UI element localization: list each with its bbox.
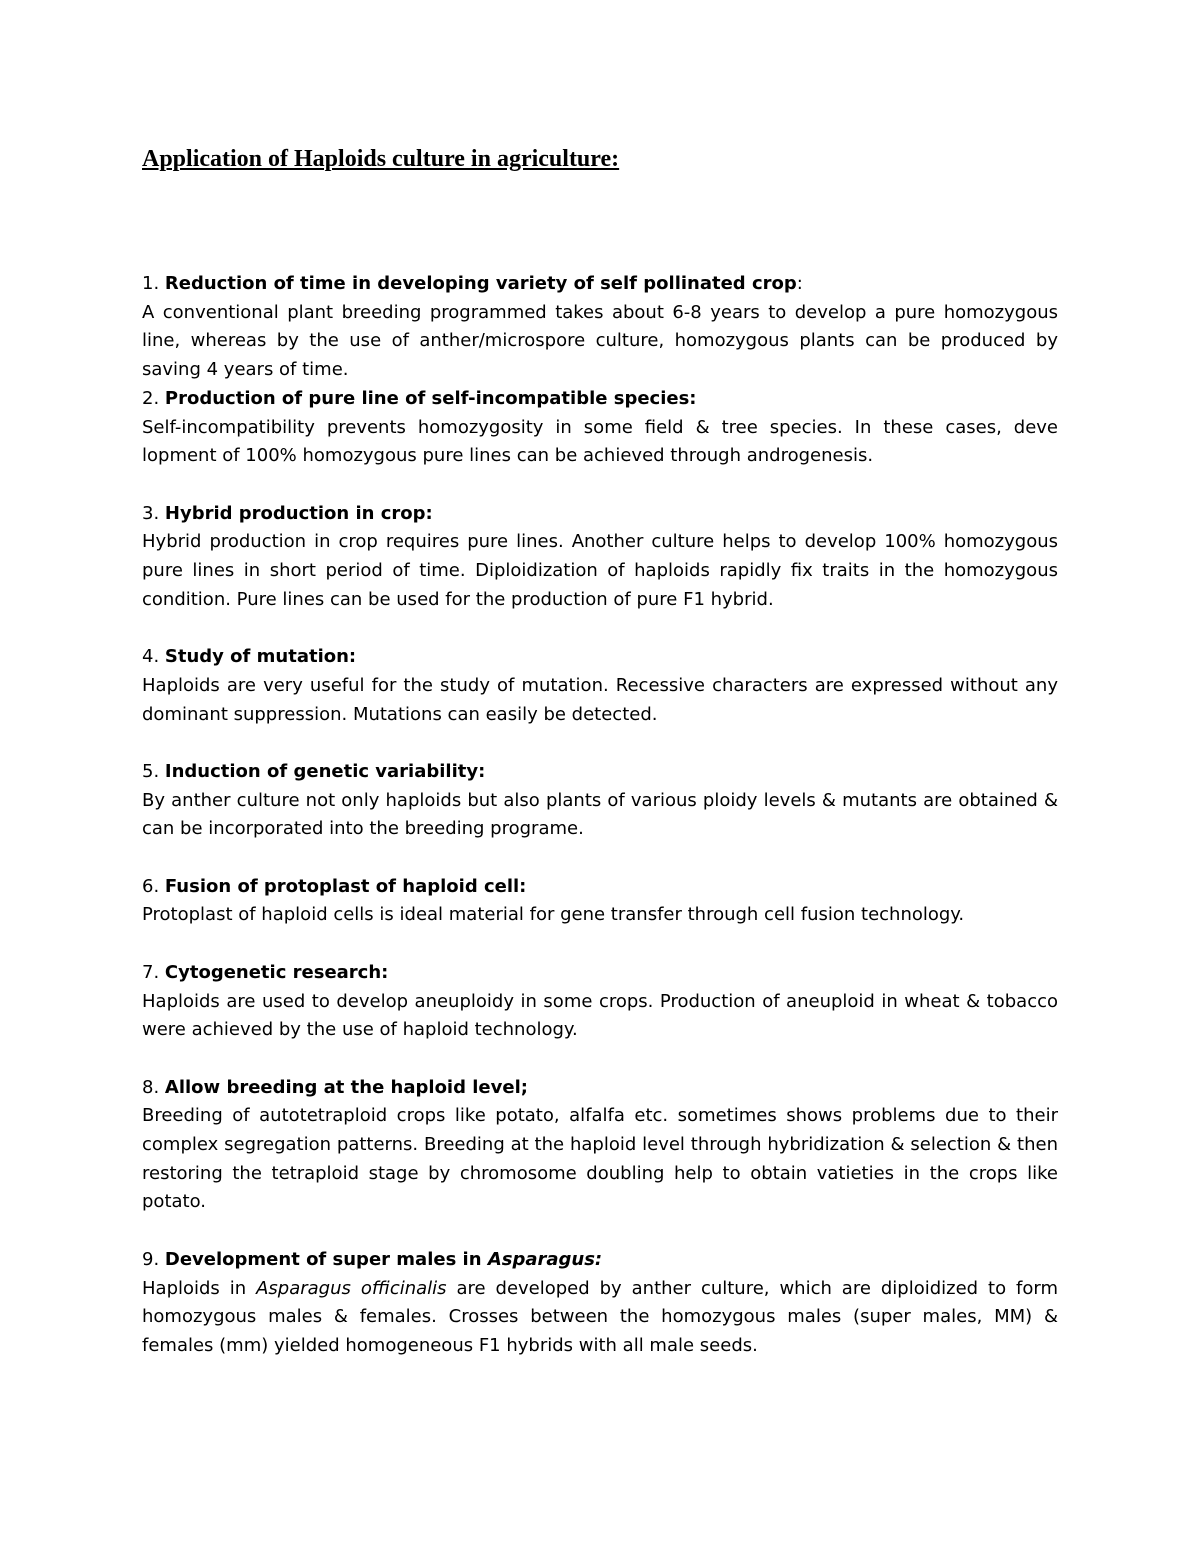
section-body: Breeding of autotetraploid crops like potato, alfalfa etc. sometimes shows problems due to their complex segregation patterns. Breeding at the haploid level through hybridization & selection & then restoring the tetraploid stage by chromosome doubling help to obtain vatieties in the crops like potato. — [142, 1105, 1058, 1213]
section-7 — [142, 959, 1058, 1045]
section-heading-text: Allow breeding at the haploid level; — [164, 1076, 528, 1098]
section-heading-text: Production of pure line of self-incompatible species: — [164, 387, 697, 409]
section-heading-text: Fusion of protoplast of haploid cell: — [164, 875, 527, 897]
section-body: A conventional plant breeding programmed takes about 6-8 years to develop a pure homozygous line, whereas by the use of anther/microspore culture, homozygous plants can be produced by saving 4 years of time. — [142, 301, 1058, 381]
section-number: 9. — [142, 1248, 165, 1270]
section-heading-italic: Asparagus: — [487, 1248, 603, 1270]
sections-list — [142, 270, 1058, 1361]
section-heading-text: Hybrid production in crop: — [164, 502, 433, 524]
section-body — [142, 1275, 1058, 1361]
section-number: 3. — [142, 502, 165, 524]
section-body: Haploids are used to develop aneuploidy in some crops. Production of aneuploid in wheat & tobacco were achieved by the use of haploid technology. — [142, 990, 1058, 1041]
section-6 — [142, 873, 1058, 930]
section-heading — [142, 500, 1058, 529]
section-heading — [142, 873, 1058, 902]
section-1 — [142, 270, 1058, 385]
section-3 — [142, 500, 1058, 615]
section-heading-suffix: : — [796, 273, 803, 294]
section-heading — [142, 1246, 1058, 1275]
document-title: Application of Haploids culture in agriculture: — [142, 146, 620, 172]
section-8 — [142, 1074, 1058, 1218]
section-number: 5. — [142, 760, 165, 782]
section-body-text: are developed by anther culture, which are diploidized to form homozygous males & females. Crosses between the homozygous males (super males, MM) & females (mm) yielded homogeneous F1 hybrids with all male seeds. — [142, 1277, 1058, 1356]
section-heading — [142, 643, 1058, 672]
section-number: 1. — [142, 273, 165, 294]
section-heading — [142, 270, 1058, 299]
section-heading — [142, 959, 1058, 988]
section-heading — [142, 385, 1058, 414]
section-number: 4. — [142, 646, 165, 668]
section-number: 6. — [142, 875, 165, 897]
section-5 — [142, 758, 1058, 844]
section-body-prefix: Haploids in — [142, 1277, 257, 1299]
section-heading — [142, 1074, 1058, 1103]
section-body: Self-incompatibility prevents homozygosity in some field & tree species. In these cases, deve lopment of 100% homozygous pure lines can be achieved through androgenesis. — [142, 416, 1058, 467]
section-4 — [142, 643, 1058, 729]
section-body: By anther culture not only haploids but also plants of various ploidy levels & mutants are obtained & can be incorporated into the breeding programe. — [142, 789, 1058, 840]
section-number: 2. — [142, 387, 165, 409]
section-heading-text: Study of mutation: — [164, 646, 357, 668]
section-heading-text: Development of super males in — [164, 1248, 488, 1270]
section-number: 8. — [142, 1076, 165, 1098]
section-body: Haploids are very useful for the study of mutation. Recessive characters are expressed without any dominant suppression. Mutations can easily be detected. — [142, 674, 1058, 725]
section-heading-text: Induction of genetic variability: — [164, 760, 486, 782]
section-body: Hybrid production in crop requires pure lines. Another culture helps to develop 100% homozygous pure lines in short period of time. Diploidization of haploids rapidly fix traits in the homozygous condition. Pure lines can be used for the production of pure F1 hybrid. — [142, 531, 1058, 610]
section-heading — [142, 758, 1058, 787]
section-body-italic: Asparagus officinalis — [256, 1277, 447, 1299]
section-2 — [142, 385, 1058, 471]
section-9 — [142, 1246, 1058, 1361]
section-body: Protoplast of haploid cells is ideal material for gene transfer through cell fusion technology. — [142, 904, 965, 926]
section-heading-text: Cytogenetic research: — [164, 961, 389, 983]
section-heading-text: Reduction of time in developing variety of self pollinated crop — [164, 273, 797, 294]
section-number: 7. — [142, 961, 165, 983]
